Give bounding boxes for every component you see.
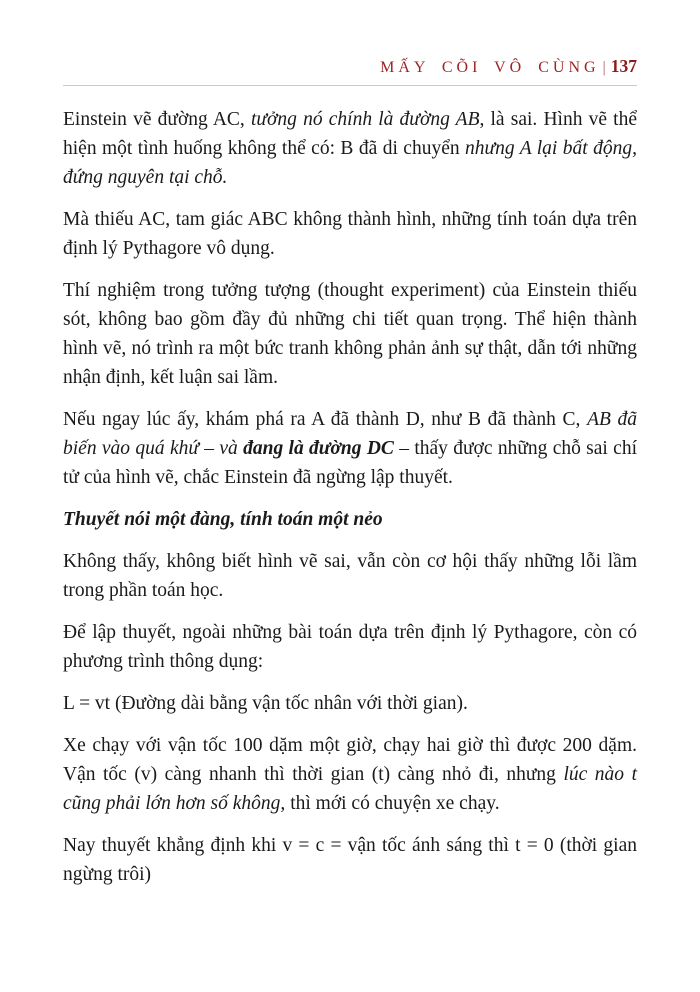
- text-run: nhưng A lại bất động, đứng nguyên tại chỗ.: [63, 138, 637, 188]
- text-run: L = vt (Đường dài bằng vận tốc nhân với thời gian).: [63, 693, 468, 714]
- header-separator: |: [602, 59, 606, 76]
- body-paragraph: [63, 618, 637, 676]
- page-body: [63, 105, 637, 889]
- body-paragraph: [63, 689, 637, 718]
- text-run: tưởng nó chính là đường AB: [250, 109, 480, 130]
- text-run: Không thấy, không biết hình vẽ sai, vẫn còn cơ hội thấy những lỗi lầm trong phần toán học.: [63, 551, 637, 601]
- text-run: thì mới có chuyện xe chạy.: [285, 793, 500, 814]
- text-run: Thuyết nói một đàng, tính toán một nẻo: [63, 509, 383, 530]
- text-run: AB đã biến vào quá khứ – và: [63, 409, 638, 459]
- text-run: Mà thiếu AC, tam giác ABC không thành hình, những tính toán dựa trên định lý Pythagore vô dụng.: [63, 209, 637, 259]
- text-run: , là sai. Hình vẽ thể hiện một tình huống không thể có: B đã di chuyển: [63, 109, 637, 159]
- text-run: đang là đường DC: [243, 438, 394, 459]
- body-paragraph: [63, 105, 637, 192]
- body-paragraph: [63, 405, 637, 492]
- page-number: 137: [610, 56, 637, 76]
- text-run: Nay thuyết khẳng định khi v = c = vận tốc ánh sáng thì t = 0 (thời gian ngừng trôi): [63, 835, 637, 885]
- body-paragraph: [63, 547, 637, 605]
- text-run: Để lập thuyết, ngoài những bài toán dựa trên định lý Pythagore, còn có phương trình thông dụng:: [63, 622, 637, 672]
- body-paragraph: [63, 276, 637, 392]
- page-header: [63, 56, 637, 78]
- body-paragraph: [63, 205, 637, 263]
- running-head-title: MẤY CÕI VÔ CÙNG: [380, 59, 600, 76]
- text-run: – thấy được những chỗ sai chí tử của hình vẽ, chắc Einstein đã ngừng lập thuyết.: [63, 438, 637, 488]
- text-run: lúc nào t cũng phải lớn hơn số không,: [63, 764, 637, 814]
- text-run: Thí nghiệm trong tưởng tượng (thought experiment) của Einstein thiếu sót, không bao gồm đầy đủ những chi tiết quan trọng. Thể hiện thành hình vẽ, nó trình ra một bức tranh không phản ảnh sự thật, dẫn tới những nhận định, kết luận sai lầm.: [63, 280, 637, 388]
- section-heading: [63, 505, 637, 534]
- body-paragraph: [63, 831, 637, 889]
- body-paragraph: [63, 731, 637, 818]
- text-run: Einstein vẽ đường AC,: [63, 109, 251, 130]
- header-rule: [63, 85, 637, 86]
- text-run: Xe chạy với vận tốc 100 dặm một giờ, chạy hai giờ thì được 200 dặm. Vận tốc (v) càng nhanh thì thời gian (t) càng nhỏ đi, nhưng: [63, 735, 637, 785]
- text-run: Nếu ngay lúc ấy, khám phá ra A đã thành D, như B đã thành C,: [63, 409, 588, 430]
